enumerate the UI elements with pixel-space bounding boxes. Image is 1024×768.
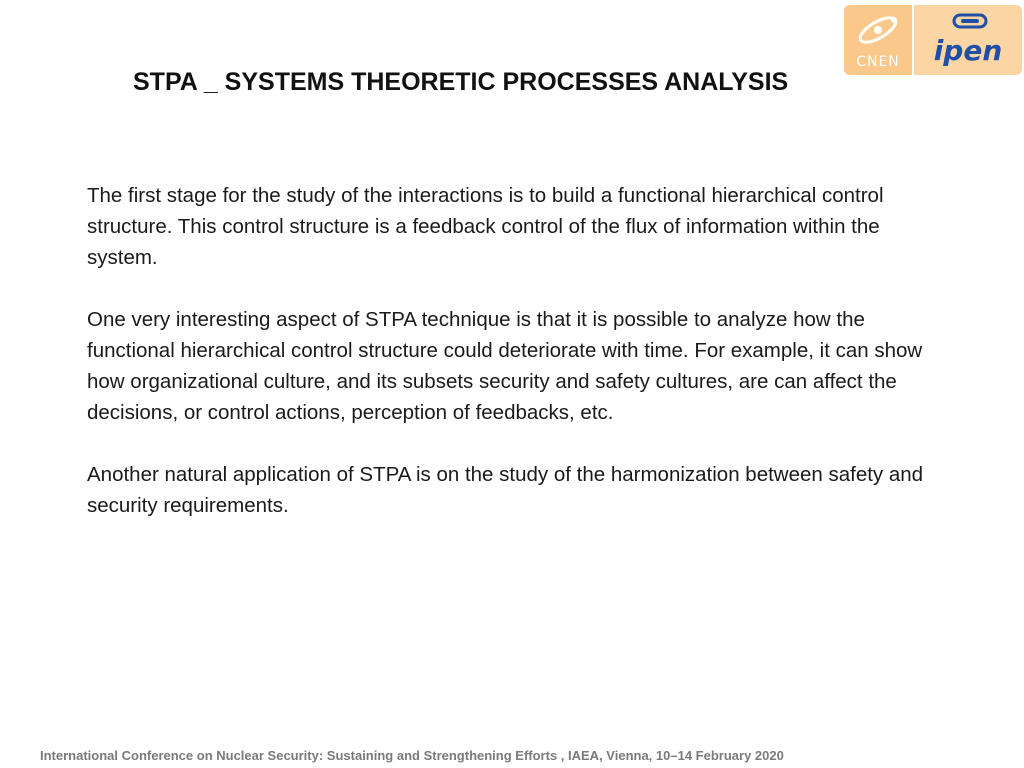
paragraph-deterioration: One very interesting aspect of STPA technique is that it is possible to analyze how the functional hierarchical control structure could deteriorate with time. For example, it can show how organizational culture, and its subsets security and safety cultures, are can affect the decisions, or control actions, perception of feedbacks, etc. bbox=[87, 308, 923, 424]
slide-body bbox=[87, 180, 947, 552]
slide-title: STPA _ SYSTEMS THEORETIC PROCESSES ANALYSIS bbox=[133, 68, 789, 96]
ipen-logo bbox=[914, 5, 1022, 75]
cnen-logo bbox=[844, 5, 912, 75]
cnen-logo-text: CNEN bbox=[856, 54, 900, 70]
ipen-emblem-icon bbox=[952, 13, 988, 29]
paragraph-harmonization: Another natural application of STPA is on the study of the harmonization between safety and security requirements. bbox=[87, 463, 924, 517]
slide-footer: International Conference on Nuclear Security: Sustaining and Strengthening Efforts , IAEA, Vienna, 10–14 February 2020 bbox=[40, 748, 784, 763]
ipen-logo-text: ipen bbox=[933, 34, 1003, 67]
paragraph-control-structure: The first stage for the study of the interactions is to build a functional hierarchical control structure. This control structure is a feedback control of the flux of information within the system. bbox=[87, 184, 884, 269]
institution-logos bbox=[844, 5, 1022, 75]
atom-icon bbox=[854, 10, 902, 50]
